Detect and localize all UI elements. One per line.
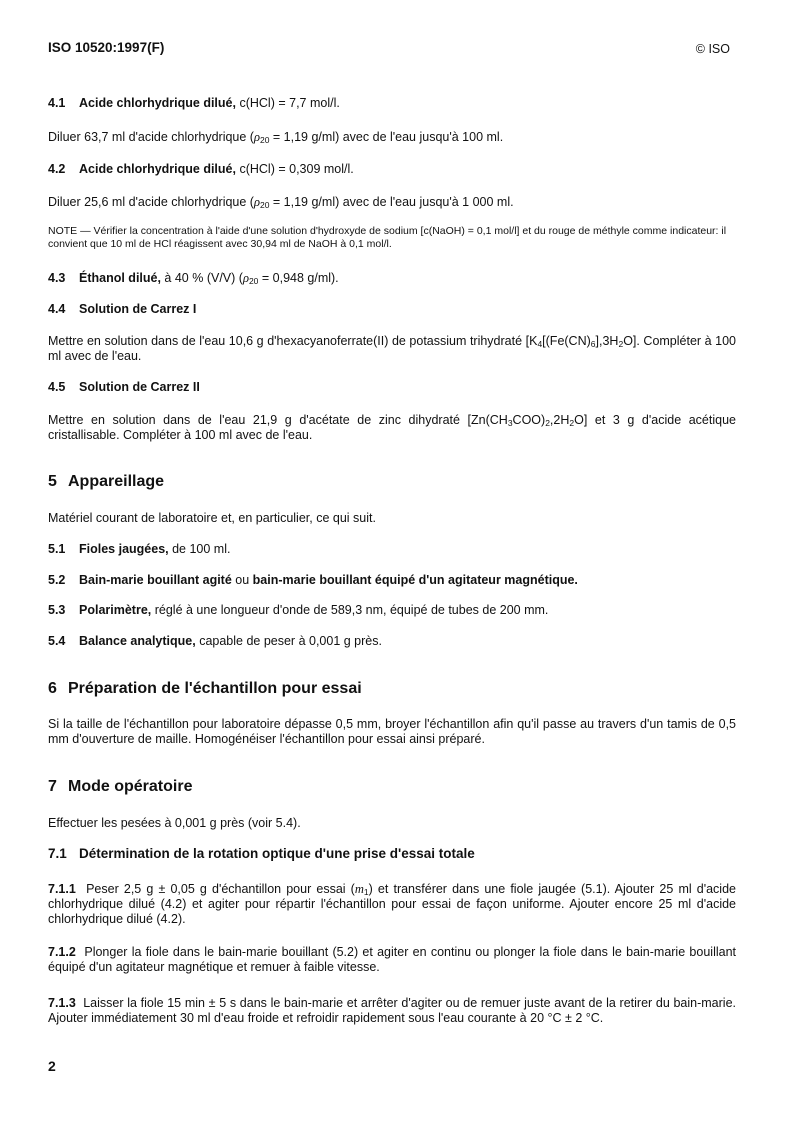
subclause-7-1-heading: 7.1 Détermination de la rotation optique d'une prise d'essai totale (48, 846, 475, 861)
section-7-heading: 7 Mode opératoire (48, 778, 193, 795)
standard-reference: ISO 10520:1997(F) (48, 40, 165, 55)
subclause-4-5-heading: 4.5 Solution de Carrez II (48, 380, 200, 394)
item-5-2: 5.2 Bain-marie bouillant agité ou bain-marie bouillant équipé d'un agitateur magnétique. (48, 573, 578, 587)
subclause-4-1-body: Diluer 63,7 ml d'acide chlorhydrique ($\rho_{20} = 1,19$ g/ml) avec de l'eau jusqu'à 100 ml. (48, 130, 504, 145)
page-number: 2 (48, 1058, 56, 1074)
note-naoh-titration: NOTE — Vérifier la concentration à l'aide d'une solution d'hydroxyde de sodium [c(NaOH) = 0,1 mol/l] et du rouge de méthyle comme indicateur: il convient que 10 ml de HCl réagissent avec 30,94 ml de NaOH à 0,1 mol/l. (48, 225, 727, 250)
section-6-body: Si la taille de l'échantillon pour laboratoire dépasse 0,5 mm, broyer l'échantillon afin qu'il passe au travers d'un tamis de 0,5 mm d'ouverture de maille. Homogénéiser l'échantillon pour essai ainsi préparé. (48, 717, 736, 746)
paragraph-7-1-2: 7.1.2 Plonger la fiole dans le bain-marie bouillant (5.2) et agiter en continu ou plonger la fiole dans le bain-marie bouillant équipé d'un agitateur magnétique et remuer à faible vitesse. (48, 945, 736, 974)
subclause-4-1-heading: 4.1 Acide chlorhydrique dilué, c(HCl) = 7,7 mol/l. (48, 96, 340, 110)
subclause-4-4-body: Mettre en solution dans de l'eau 10,6 g d'hexacyanoferrate(II) de potassium trihydraté [$K_4[(Fe(CN)_6],3H_2O]$. Compléter à 100 ml avec de l'eau. (48, 334, 737, 363)
subclause-4-2-heading: 4.2 Acide chlorhydrique dilué, c(HCl) = 0,309 mol/l. (48, 162, 354, 176)
section-7-intro: Effectuer les pesées à 0,001 g près (voir 5.4). (48, 816, 301, 830)
item-5-3: 5.3 Polarimètre, réglé à une longueur d'onde de 589,3 nm, équipé de tubes de 200 mm. (48, 603, 549, 617)
paragraph-7-1-3: 7.1.3 Laisser la fiole 15 min ± 5 s dans le bain-marie et arrêter d'agiter ou de remuer juste avant de la retirer du bain-marie. Ajouter immédiatement 30 ml d'eau froide et refroidir rapidement sous l'eau courante à 20 °C ± 2 °C. (48, 996, 736, 1025)
subclause-4-3-heading: 4.3 Éthanol dilué, à 40 % (V/V) ($\rho_{20} = 0,948$ g/ml). (48, 271, 339, 286)
item-5-1: 5.1 Fioles jaugées, de 100 ml. (48, 542, 231, 556)
section-5-intro: Matériel courant de laboratoire et, en particulier, ce qui suit. (48, 511, 376, 525)
subclause-4-2-body: Diluer 25,6 ml d'acide chlorhydrique ($\rho_{20} = 1,19$ g/ml) avec de l'eau jusqu'à 1 000 ml. (48, 195, 514, 210)
copyright-mark: © ISO (695, 42, 730, 56)
section-6-heading: 6 Préparation de l'échantillon pour essai (48, 680, 362, 697)
section-5-heading: 5 Appareillage (48, 473, 165, 490)
subclause-4-5-body: Mettre en solution dans de l'eau 21,9 g d'acétate de zinc dihydraté $[Zn(CH_3COO)_2,2H_2O]$ et 3 g d'acide acétique cristallisable. Compléter à 100 ml avec de l'eau. (48, 413, 736, 442)
subclause-4-4-heading: 4.4 Solution de Carrez I (48, 302, 197, 316)
paragraph-7-1-1: 7.1.1 Peser 2,5 g ± 0,05 g d'échantillon pour essai $(m_1)$ et transférer dans une fiole jaugée (5.1). Ajouter 25 ml d'acide chlorhydrique dilué (4.2) et agiter pour répartir l'échantillon pour essai de façon uniforme. Ajouter encore 25 ml d'acide chlorhydrique dilué (4.2). (48, 882, 736, 926)
item-5-4: 5.4 Balance analytique, capable de peser à 0,001 g près. (48, 634, 382, 648)
